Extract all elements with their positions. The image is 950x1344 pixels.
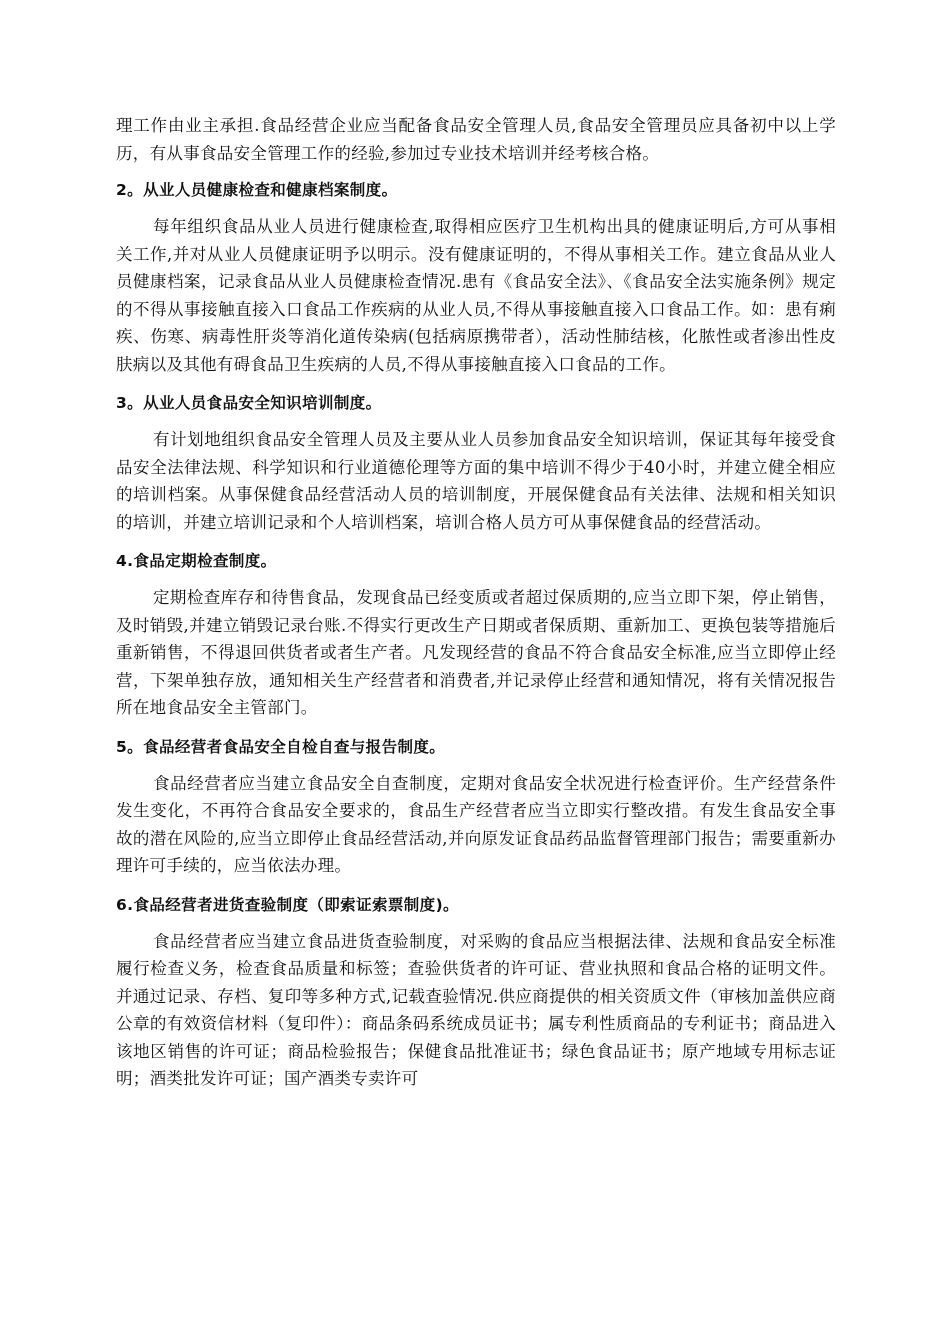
section-body: 食品经营者应当建立食品进货查验制度，对采购的食品应当根据法律、法规和食品安全标准履行检查义务，检查食品质量和标签；查验供货者的许可证、营业执照和食品合格的证明文件。并通过记录、存档、复印等多种方式,记载查验情况.供应商提供的相关资质文件（审核加盖供应商公章的有效资信材料（复印件）：商品条码系统成员证书；属专利性质商品的专利证书；商品进入该地区销售的许可证；商品检验报告；保健食品批准证书；绿色食品证书；原产地域专用标志证明；酒类批发许可证；国产酒类专卖许可 (116, 931, 836, 1088)
section-body: 有计划地组织食品安全管理人员及主要从业人员参加食品安全知识培训，保证其每年接受食品安全法律法规、科学知识和行业道德伦理等方面的集中培训不得少于40小时，并建立健全相应的培训档案。从事保健食品经营活动人员的培训制度，开展保健食品有关法律、法规和相关知识的培训，并建立培训记录和个人培训档案，培训合格人员方可从事保健食品的经营活动。 (116, 430, 836, 532)
section-heading: 3。从业人员食品安全知识培训制度。 (116, 394, 382, 412)
section-periodic-inspection (116, 550, 836, 722)
intro-paragraph: 理工作由业主承担.食品经营企业应当配备食品安全管理人员,食品安全管理员应具备初中以上学历，有从事食品安全管理工作的经验,参加过专业技术培训并经考核合格。 (116, 116, 836, 163)
section-purchase-inspection (116, 894, 836, 1093)
section-heading: 5。食品经营者食品安全自检自查与报告制度。 (116, 737, 446, 756)
section-heading: 4.食品定期检查制度。 (116, 552, 277, 570)
section-heading: 2。从业人员健康检查和健康档案制度。 (116, 181, 398, 199)
section-body: 定期检查库存和待售食品，发现食品已经变质或者超过保质期的,应当立即下架，停止销售，及时销毁,并建立销毁记录台账.不得实行更改生产日期或者保质期、重新加工、更换包装等措施后重新销售，不得退回供货者或者生产者。凡发现经营的食品不符合食品安全标准,应当立即停止经营，下架单独存放，通知相关生产经营者和消费者,并记录停止经营和通知情况，将有关情况报告所在地食品安全主管部门。 (116, 588, 836, 717)
section-heading: 6.食品经营者进货查验制度（即索证索票制度)。 (116, 895, 459, 914)
section-training (116, 392, 836, 536)
section-self-inspection (116, 736, 836, 880)
section-body: 食品经营者应当建立食品安全自查制度，定期对食品安全状况进行检查评价。生产经营条件发生变化，不再符合食品安全要求的，食品生产经营者应当立即实行整改措。有发生食品安全事故的潜在风险的,应当立即停止食品经营活动,并向原发证食品药品监督管理部门报告；需要重新办理许可手续的，应当依法办理。 (116, 773, 836, 875)
document-content (116, 112, 836, 1093)
section-health-check (116, 179, 836, 378)
section-body: 每年组织食品从业人员进行健康检查,取得相应医疗卫生机构出具的健康证明后,方可从事相关工作,并对从业人员健康证明予以明示。没有健康证明的，不得从事相关工作。建立食品从业人员健康档案，记录食品从业人员健康检查情况.患有《食品安全法》、《食品安全法实施条例》规定的不得从事接触直接入口食品工作疾病的从业人员,不得从事接触直接入口食品工作。如：患有痢疾、伤寒、病毒性肝炎等消化道传染病(包括病原携带者），活动性肺结核，化脓性或者渗出性皮肤病以及其他有碍食品卫生疾病的人员,不得从事接触直接入口食品的工作。 (116, 217, 836, 374)
